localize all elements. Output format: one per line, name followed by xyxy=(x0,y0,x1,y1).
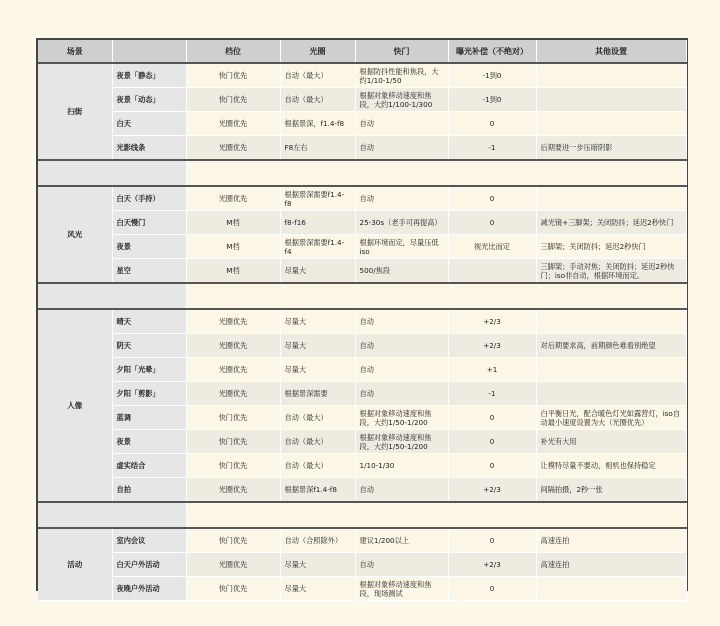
shutter-cell: 根据对象移动速度和焦段，现场测试 xyxy=(355,577,448,601)
shutter-cell: 500/焦段 xyxy=(355,259,448,284)
aperture-cell: 自动（最大） xyxy=(280,406,355,430)
exposure-comp-cell: 0 xyxy=(448,430,536,454)
scene-cell: 蓝调 xyxy=(112,406,186,430)
mode-cell: 快门优先 xyxy=(186,454,280,478)
header-row xyxy=(38,40,686,63)
category-cell: 活动 xyxy=(38,528,112,601)
scene-cell: 夕阳「光晕」 xyxy=(112,358,186,382)
other-settings-cell: 减光镜+三脚架；关闭防抖；延迟2秒快门 xyxy=(536,211,686,235)
header-mode: 档位 xyxy=(186,40,280,63)
header-subscene xyxy=(112,40,186,63)
shutter-cell: 自动 xyxy=(355,478,448,503)
aperture-cell: F8左右 xyxy=(280,136,355,161)
header-scene: 场景 xyxy=(38,40,112,63)
shutter-cell: 1/10-1/30 xyxy=(355,454,448,478)
other-settings-cell xyxy=(536,88,686,112)
mode-cell: 快门优先 xyxy=(186,63,280,88)
aperture-cell: 自动（最大） xyxy=(280,430,355,454)
table-row xyxy=(38,88,686,112)
aperture-cell: 尽量大 xyxy=(280,553,355,577)
table-row xyxy=(38,309,686,334)
shutter-cell: 自动 xyxy=(355,112,448,136)
mode-cell: M档 xyxy=(186,211,280,235)
mode-cell: 光圈优先 xyxy=(186,553,280,577)
exposure-comp-cell: 视光比而定 xyxy=(448,235,536,259)
scene-cell: 白天户外活动 xyxy=(112,553,186,577)
mode-cell: 快门优先 xyxy=(186,430,280,454)
separator-label-cell xyxy=(38,283,186,309)
scene-cell: 室内会议 xyxy=(112,528,186,553)
table-row xyxy=(38,186,686,211)
table-row xyxy=(38,382,686,406)
exposure-comp-cell: -1到0 xyxy=(448,63,536,88)
exposure-comp-cell: -1到0 xyxy=(448,88,536,112)
scene-cell: 夕阳「剪影」 xyxy=(112,382,186,406)
aperture-cell: 根据景深f1.4-f8 xyxy=(280,478,355,503)
scene-cell: 星空 xyxy=(112,259,186,284)
aperture-cell: 尽量大 xyxy=(280,309,355,334)
mode-cell: 快门优先 xyxy=(186,577,280,601)
shutter-cell: 根据对象移动速度和焦段，大约1/50-1/200 xyxy=(355,406,448,430)
table-row xyxy=(38,63,686,88)
settings-table xyxy=(38,40,687,601)
scene-cell: 光影线条 xyxy=(112,136,186,161)
scene-cell: 阴天 xyxy=(112,334,186,358)
table-row xyxy=(38,358,686,382)
shutter-cell: 自动 xyxy=(355,553,448,577)
table-row xyxy=(38,211,686,235)
separator-cell xyxy=(186,160,686,186)
exposure-comp-cell: 0 xyxy=(448,406,536,430)
scene-cell: 夜景「动态」 xyxy=(112,88,186,112)
other-settings-cell: 高速连拍 xyxy=(536,528,686,553)
other-settings-cell xyxy=(536,309,686,334)
table-row xyxy=(38,454,686,478)
other-settings-cell: 白平衡日光，配合暖色灯光如露营灯，iso自动最小速度设置为大（光圈优先） xyxy=(536,406,686,430)
scene-cell: 夜景 xyxy=(112,430,186,454)
table-row xyxy=(38,478,686,503)
scene-cell: 虚实结合 xyxy=(112,454,186,478)
shutter-cell: 根据对象移动速度和焦段，大约1/100-1/300 xyxy=(355,88,448,112)
group-separator xyxy=(38,160,686,186)
mode-cell: 光圈优先 xyxy=(186,478,280,503)
exposure-comp-cell: 0 xyxy=(448,528,536,553)
other-settings-cell: 让模特尽量不要动，相机也保持稳定 xyxy=(536,454,686,478)
table-row xyxy=(38,334,686,358)
exposure-comp-cell: -1 xyxy=(448,136,536,161)
group-separator xyxy=(38,502,686,528)
other-settings-cell xyxy=(536,112,686,136)
shutter-cell: 自动 xyxy=(355,358,448,382)
mode-cell: M档 xyxy=(186,235,280,259)
table-row xyxy=(38,577,686,601)
category-cell: 扫街 xyxy=(38,63,112,160)
mode-cell: 快门优先 xyxy=(186,88,280,112)
exposure-comp-cell: 0 xyxy=(448,186,536,211)
exposure-comp-cell: +2/3 xyxy=(448,334,536,358)
exposure-comp-cell: -1 xyxy=(448,382,536,406)
group-separator xyxy=(38,283,686,309)
table-row xyxy=(38,406,686,430)
category-cell: 风光 xyxy=(38,186,112,283)
aperture-cell: 根据景深需要f1.4-f8 xyxy=(280,186,355,211)
separator-cell xyxy=(186,283,686,309)
shutter-cell: 根据防抖性能和焦段，大约1/10-1/50 xyxy=(355,63,448,88)
table-row xyxy=(38,259,686,284)
exposure-comp-cell: +1 xyxy=(448,358,536,382)
table-row xyxy=(38,430,686,454)
aperture-cell: f8-f16 xyxy=(280,211,355,235)
aperture-cell: 尽量大 xyxy=(280,577,355,601)
mode-cell: 光圈优先 xyxy=(186,309,280,334)
shutter-cell: 自动 xyxy=(355,382,448,406)
scene-cell: 夜景 xyxy=(112,235,186,259)
table-row xyxy=(38,553,686,577)
mode-cell: 快门优先 xyxy=(186,528,280,553)
other-settings-cell xyxy=(536,577,686,601)
exposure-comp-cell xyxy=(448,259,536,284)
aperture-cell: 自动（最大） xyxy=(280,88,355,112)
exposure-comp-cell: +2/3 xyxy=(448,309,536,334)
table-row xyxy=(38,112,686,136)
exposure-comp-cell: +2/3 xyxy=(448,553,536,577)
other-settings-cell: 三脚架；关闭防抖；延迟2秒快门 xyxy=(536,235,686,259)
other-settings-cell: 三脚架；手动对焦；关闭防抖；延迟2秒快门；iso非自动，根据环境而定。 xyxy=(536,259,686,284)
table-row xyxy=(38,136,686,161)
shutter-cell: 根据对象移动速度和焦段，大约1/50-1/200 xyxy=(355,430,448,454)
exposure-comp-cell: 0 xyxy=(448,211,536,235)
mode-cell: 快门优先 xyxy=(186,406,280,430)
other-settings-cell xyxy=(536,358,686,382)
aperture-cell: 根据景深，f1.4-f8 xyxy=(280,112,355,136)
shutter-cell: 25-30s（老手可再提高） xyxy=(355,211,448,235)
exposure-comp-cell: 0 xyxy=(448,577,536,601)
aperture-cell: 尽量大 xyxy=(280,259,355,284)
other-settings-cell: 间隔拍摄，2秒一张 xyxy=(536,478,686,503)
header-other: 其他设置 xyxy=(536,40,686,63)
separator-label-cell xyxy=(38,160,186,186)
aperture-cell: 尽量大 xyxy=(280,358,355,382)
shutter-cell: 建议1/200以上 xyxy=(355,528,448,553)
table-row xyxy=(38,235,686,259)
header-exposure-comp: 曝光补偿（不绝对） xyxy=(448,40,536,63)
mode-cell: 光圈优先 xyxy=(186,358,280,382)
other-settings-cell: 后期要进一步压暗阴影 xyxy=(536,136,686,161)
shutter-cell: 自动 xyxy=(355,136,448,161)
table-row xyxy=(38,528,686,553)
mode-cell: 光圈优先 xyxy=(186,136,280,161)
aperture-cell: 尽量大 xyxy=(280,334,355,358)
mode-cell: 光圈优先 xyxy=(186,334,280,358)
cheat-sheet xyxy=(36,38,688,598)
mode-cell: M档 xyxy=(186,259,280,284)
other-settings-cell xyxy=(536,186,686,211)
scene-cell: 夜晚户外活动 xyxy=(112,577,186,601)
category-cell: 人像 xyxy=(38,309,112,502)
scene-cell: 白天慢门 xyxy=(112,211,186,235)
scene-cell: 晴天 xyxy=(112,309,186,334)
header-shutter: 快门 xyxy=(355,40,448,63)
exposure-comp-cell: +2/3 xyxy=(448,478,536,503)
shutter-cell: 根据环境而定，尽量压低iso xyxy=(355,235,448,259)
aperture-cell: 自动（合照除外） xyxy=(280,528,355,553)
other-settings-cell: 补光有大用 xyxy=(536,430,686,454)
aperture-cell: 根据景深需要 xyxy=(280,382,355,406)
exposure-comp-cell: 0 xyxy=(448,112,536,136)
other-settings-cell xyxy=(536,63,686,88)
scene-cell: 白天（手持） xyxy=(112,186,186,211)
scene-cell: 白天 xyxy=(112,112,186,136)
mode-cell: 光圈优先 xyxy=(186,382,280,406)
separator-cell xyxy=(186,502,686,528)
shutter-cell: 自动 xyxy=(355,334,448,358)
mode-cell: 光圈优先 xyxy=(186,186,280,211)
header-aperture: 光圈 xyxy=(280,40,355,63)
scene-cell: 自拍 xyxy=(112,478,186,503)
aperture-cell: 自动（最大） xyxy=(280,454,355,478)
mode-cell: 光圈优先 xyxy=(186,112,280,136)
other-settings-cell: 对后期要求高，前期颜色难看别绝望 xyxy=(536,334,686,358)
shutter-cell: 自动 xyxy=(355,186,448,211)
other-settings-cell: 高速连拍 xyxy=(536,553,686,577)
shutter-cell: 自动 xyxy=(355,309,448,334)
exposure-comp-cell: 0 xyxy=(448,454,536,478)
separator-label-cell xyxy=(38,502,186,528)
other-settings-cell xyxy=(536,382,686,406)
aperture-cell: 根据景深需要f1.4-f4 xyxy=(280,235,355,259)
aperture-cell: 自动（最大） xyxy=(280,63,355,88)
scene-cell: 夜景「静态」 xyxy=(112,63,186,88)
